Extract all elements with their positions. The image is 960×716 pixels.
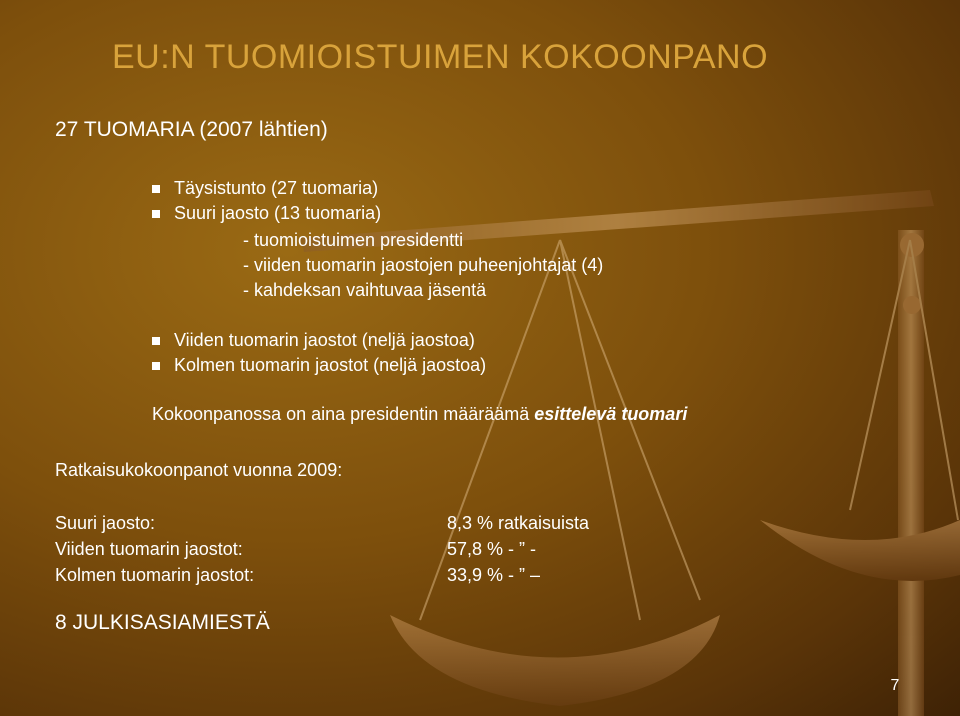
stat-value: 8,3 % ratkaisuista: [447, 513, 590, 533]
stat-row: [55, 562, 589, 588]
stat-label: Suuri jaosto:: [55, 513, 156, 533]
advocates-general-count: 8 JULKISASIAMIESTÄ: [55, 611, 270, 634]
stat-value: 33,9 % - ” –: [447, 565, 541, 585]
sub-item: - tuomioistuimen presidentti: [243, 228, 603, 253]
stat-row: [55, 510, 589, 536]
bullet-list-plenary: [152, 176, 381, 226]
bullet-item: Viiden tuomarin jaostot (neljä jaostoa): [152, 328, 486, 353]
stat-label: Viiden tuomarin jaostot:: [55, 539, 243, 559]
sub-item: - viiden tuomarin jaostojen puheenjohtajat (4): [243, 253, 603, 278]
bullet-list-chambers: [152, 328, 486, 378]
bullet-item: Täysistunto (27 tuomaria): [152, 176, 381, 201]
rapporteur-note: [152, 404, 687, 425]
sub-item: - kahdeksan vaihtuvaa jäsentä: [243, 278, 603, 303]
stat-row: [55, 536, 589, 562]
note-text: Kokoonpanossa on aina presidentin määräämä: [152, 404, 535, 424]
stats-table: [55, 510, 589, 588]
slide-subtitle: 27 TUOMARIA (2007 lähtien): [55, 118, 328, 141]
slide-title: EU:N TUOMIOISTUIMEN KOKOONPANO: [112, 38, 769, 76]
grand-chamber-members-list: [243, 228, 603, 303]
page-number: 7: [890, 677, 900, 694]
bullet-item: Suuri jaosto (13 tuomaria): [152, 201, 381, 226]
note-emphasis: esittelevä tuomari: [534, 404, 688, 424]
bullet-item: Kolmen tuomarin jaostot (neljä jaostoa): [152, 353, 486, 378]
stats-heading: Ratkaisukokoonpanot vuonna 2009:: [55, 460, 343, 480]
stat-label: Kolmen tuomarin jaostot:: [55, 565, 255, 585]
stat-value: 57,8 % - ” -: [447, 539, 537, 559]
